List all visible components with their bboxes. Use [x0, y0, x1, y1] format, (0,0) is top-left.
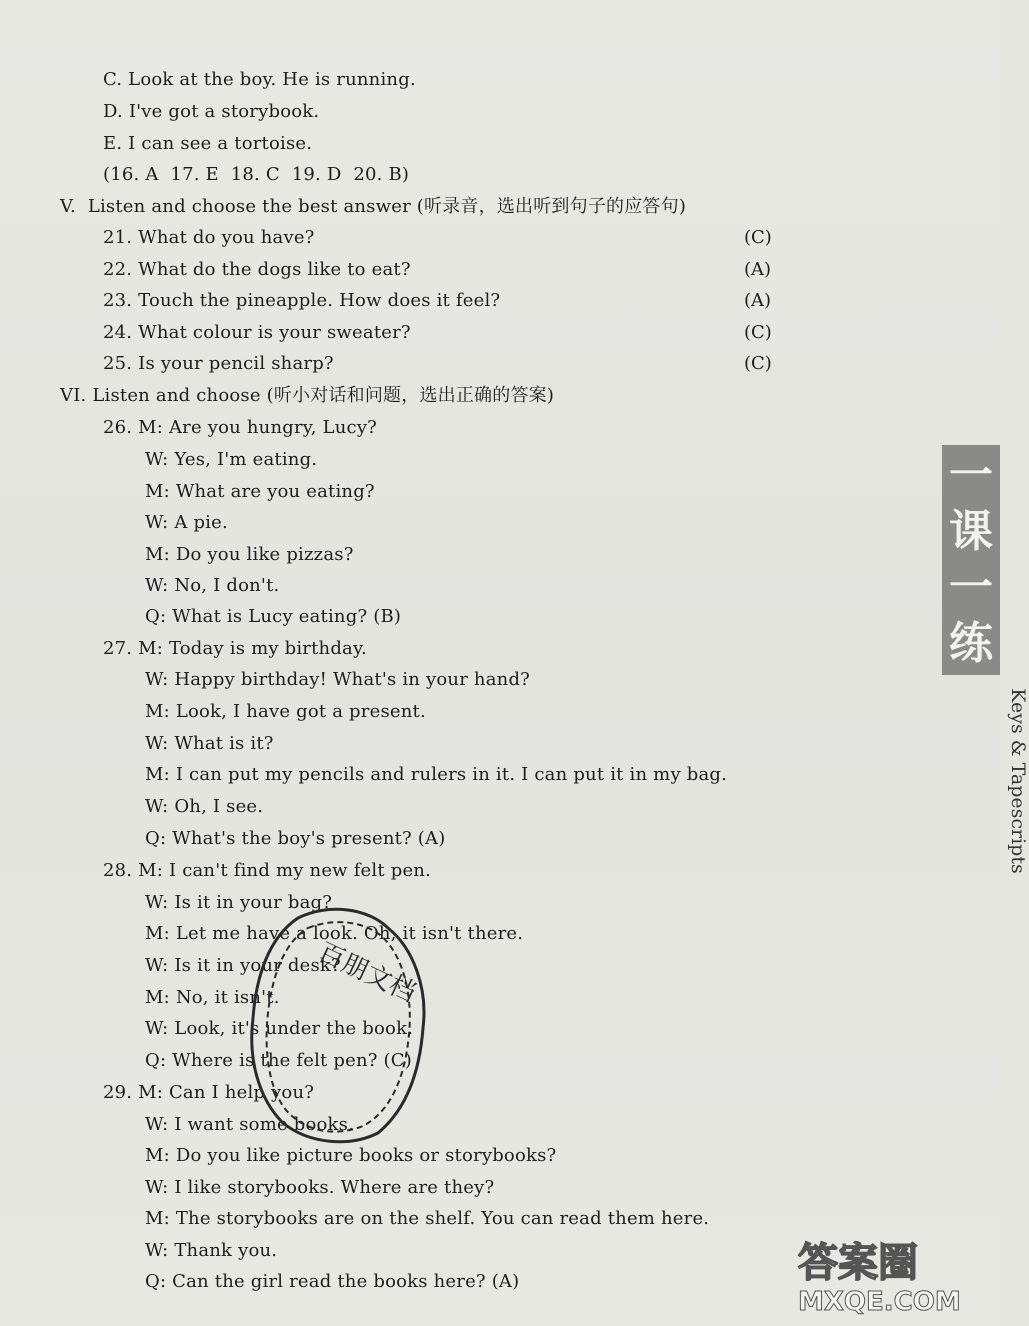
text-line: 21. What do you have?: [103, 227, 315, 248]
answer-label: (C): [744, 353, 772, 374]
text-line: W: Is it in your bag?: [145, 892, 333, 913]
text-line: M: What are you eating?: [145, 481, 375, 502]
text-line: W: I like storybooks. Where are they?: [145, 1177, 495, 1198]
text-line: Q: Where is the felt pen? (C): [145, 1050, 412, 1071]
text-line: M: Do you like pizzas?: [145, 544, 354, 565]
svg-text:百朋文档: 百朋文档: [313, 937, 421, 1009]
text-line: M: Let me have a look. Oh, it isn't there.: [145, 923, 524, 944]
text-line: M: The storybooks are on the shelf. You can read them here.: [145, 1208, 710, 1229]
text-line: M: Look, I have got a present.: [145, 701, 426, 722]
text-line: W: No, I don't.: [145, 575, 280, 596]
side-label: Keys & Tapescripts: [1007, 688, 1029, 874]
answer-label: (C): [744, 322, 772, 343]
text-line: V. Listen and choose the best answer (听录音，选出听到句子的应答句): [60, 196, 687, 217]
text-line: W: Look, it's under the book.: [145, 1018, 414, 1039]
text-line: Q: Can the girl read the books here? (A): [145, 1271, 520, 1292]
text-line: M: Do you like picture books or storybooks?: [145, 1145, 557, 1166]
text-line: Q: What's the boy's present? (A): [145, 828, 446, 849]
watermark-logo: [788, 1232, 993, 1318]
text-line: W: What is it?: [145, 733, 274, 754]
side-tab-char: 一: [949, 562, 993, 613]
text-line: D. I've got a storybook.: [103, 101, 320, 122]
text-line: 28. M: I can't find my new felt pen.: [103, 860, 432, 881]
text-line: 25. Is your pencil sharp?: [103, 353, 334, 374]
answer-label: (C): [744, 227, 772, 248]
text-line: W: Thank you.: [145, 1240, 278, 1261]
text-line: M: I can put my pencils and rulers in it. I can put it in my bag.: [145, 764, 728, 785]
side-tab-char: 一: [949, 450, 993, 501]
text-line: 24. What colour is your sweater?: [103, 322, 411, 343]
side-tab: [942, 445, 1000, 675]
text-line: 27. M: Today is my birthday.: [103, 638, 367, 659]
svg-text:答案圈: 答案圈: [798, 1240, 918, 1286]
answer-label: (A): [744, 290, 772, 311]
stamp-logo: [238, 898, 438, 1148]
text-line: C. Look at the boy. He is running.: [103, 69, 416, 90]
text-line: E. I can see a tortoise.: [103, 133, 313, 154]
text-line: 22. What do the dogs like to eat?: [103, 259, 411, 280]
svg-text:MXQE.COM: MXQE.COM: [798, 1287, 961, 1317]
side-tab-char: 课: [949, 506, 993, 557]
text-line: (16. A 17. E 18. C 19. D 20. B): [103, 164, 410, 185]
text-line: Q: What is Lucy eating? (B): [145, 606, 402, 627]
text-line: W: A pie.: [145, 512, 228, 533]
answer-label: (A): [744, 259, 772, 280]
text-line: W: Happy birthday! What's in your hand?: [145, 669, 531, 690]
text-line: W: Oh, I see.: [145, 796, 264, 817]
text-line: 29. M: Can I help you?: [103, 1082, 315, 1103]
text-line: W: I want some books.: [145, 1114, 355, 1135]
text-line: VI. Listen and choose (听小对话和问题，选出正确的答案): [60, 385, 555, 406]
text-line: W: Is it in your desk?: [145, 955, 341, 976]
text-line: M: No, it isn't.: [145, 987, 280, 1008]
text-line: W: Yes, I'm eating.: [145, 449, 318, 470]
text-line: 23. Touch the pineapple. How does it feel?: [103, 290, 501, 311]
text-line: 26. M: Are you hungry, Lucy?: [103, 417, 378, 438]
side-tab-char: 练: [949, 618, 993, 669]
